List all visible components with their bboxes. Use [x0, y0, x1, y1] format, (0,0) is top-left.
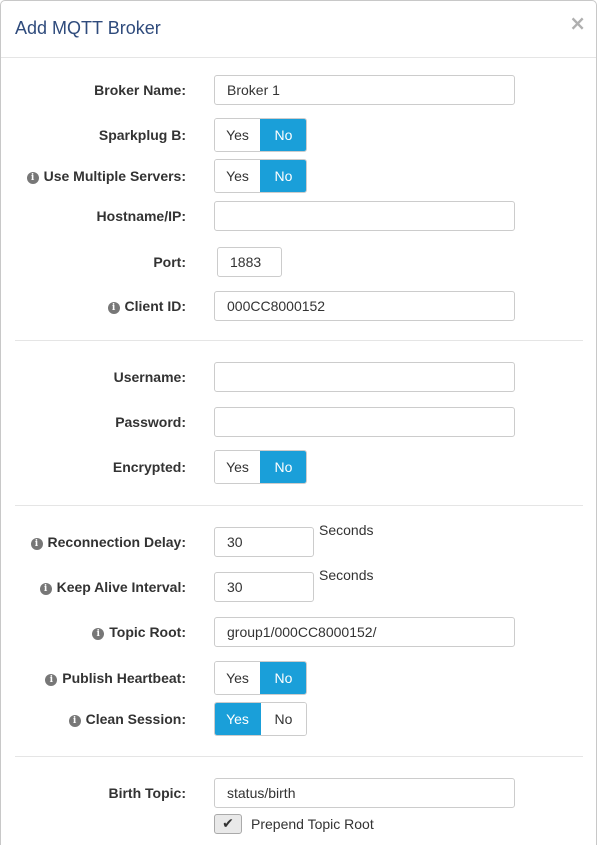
sparkplug-b-toggle	[214, 118, 307, 152]
username-row	[1, 360, 597, 394]
username-label: Username:	[113, 369, 186, 385]
clean-session-no-button[interactable]: No	[260, 703, 306, 735]
keep-alive-interval-unit: Seconds	[319, 567, 374, 583]
reconnection-delay-input[interactable]: 30	[214, 527, 314, 557]
password-row	[1, 405, 597, 439]
birth-topic-row	[1, 776, 597, 810]
password-label: Password:	[115, 414, 186, 430]
sparkplug-b-yes-button[interactable]: Yes	[215, 119, 260, 151]
clean-session-yes-button[interactable]: Yes	[215, 703, 260, 735]
clean-session-toggle	[214, 702, 307, 736]
publish-heartbeat-label-text: Publish Heartbeat:	[62, 670, 186, 686]
keep-alive-interval-label-text: Keep Alive Interval:	[56, 579, 186, 595]
keep-alive-interval-input[interactable]: 30	[214, 572, 314, 602]
port-label: Port:	[153, 254, 186, 270]
modal-header	[1, 1, 596, 58]
encrypted-no-button[interactable]: No	[260, 451, 306, 483]
birth-topic-input[interactable]: status/birth	[214, 778, 515, 808]
client-id-row	[1, 289, 597, 323]
info-icon[interactable]: i	[40, 583, 52, 595]
clean-session-label	[69, 702, 186, 736]
publish-heartbeat-yes-button[interactable]: Yes	[215, 662, 260, 694]
prepend-topic-root-checkbox[interactable]	[214, 814, 242, 834]
password-input[interactable]	[214, 407, 515, 437]
reconnection-delay-label-text: Reconnection Delay:	[47, 534, 186, 550]
use-multiple-servers-label-text: Use Multiple Servers:	[43, 168, 186, 184]
use-multiple-servers-row	[1, 159, 597, 193]
section-divider	[15, 340, 583, 341]
prepend-topic-root-label: Prepend Topic Root	[251, 816, 374, 832]
port-input[interactable]: 1883	[217, 247, 282, 277]
sparkplug-b-no-button[interactable]: No	[260, 119, 306, 151]
use-multiple-servers-label	[27, 159, 186, 193]
reconnection-delay-label	[31, 525, 186, 559]
sparkplug-b-row	[1, 118, 597, 152]
publish-heartbeat-no-button[interactable]: No	[260, 662, 306, 694]
publish-heartbeat-toggle	[214, 661, 307, 695]
topic-root-label	[92, 615, 186, 649]
hostname-row	[1, 199, 597, 233]
broker-name-row	[1, 73, 597, 107]
section-divider	[15, 756, 583, 757]
encrypted-yes-button[interactable]: Yes	[215, 451, 260, 483]
publish-heartbeat-label	[45, 661, 186, 695]
encrypted-row	[1, 450, 597, 484]
hostname-label: Hostname/IP:	[96, 208, 186, 224]
use-multiple-servers-toggle	[214, 159, 307, 193]
client-id-label	[108, 289, 186, 323]
encrypted-label: Encrypted:	[112, 459, 186, 475]
topic-root-label-text: Topic Root:	[109, 624, 186, 640]
info-icon[interactable]: i	[69, 715, 81, 727]
keep-alive-interval-row	[1, 567, 597, 604]
prepend-topic-root-row	[214, 812, 374, 836]
reconnection-delay-unit: Seconds	[319, 522, 374, 538]
broker-name-input[interactable]: Broker 1	[214, 75, 515, 105]
topic-root-row	[1, 615, 597, 649]
use-multiple-servers-yes-button[interactable]: Yes	[215, 160, 260, 192]
info-icon[interactable]: i	[27, 172, 39, 184]
clean-session-label-text: Clean Session:	[85, 711, 186, 727]
sparkplug-b-label: Sparkplug B:	[98, 127, 186, 143]
birth-topic-label: Birth Topic:	[108, 785, 186, 801]
info-icon[interactable]: i	[31, 538, 43, 550]
section-divider	[15, 505, 583, 506]
broker-name-label: Broker Name:	[94, 82, 186, 98]
info-icon[interactable]: i	[92, 628, 104, 640]
hostname-input[interactable]	[214, 201, 515, 231]
clean-session-row	[1, 702, 597, 736]
info-icon[interactable]: i	[45, 674, 57, 686]
reconnection-delay-row	[1, 522, 597, 559]
username-input[interactable]	[214, 362, 515, 392]
use-multiple-servers-no-button[interactable]: No	[260, 160, 306, 192]
checkmark-icon: ✔	[222, 816, 234, 832]
publish-heartbeat-row	[1, 661, 597, 695]
port-row	[1, 245, 597, 279]
topic-root-input[interactable]: group1/000CC8000152/	[214, 617, 515, 647]
info-icon[interactable]: i	[108, 302, 120, 314]
modal-title: Add MQTT Broker	[15, 18, 161, 38]
encrypted-toggle	[214, 450, 307, 484]
client-id-input[interactable]: 000CC8000152	[214, 291, 515, 321]
close-icon[interactable]: ×	[569, 11, 586, 35]
keep-alive-interval-label	[40, 570, 186, 604]
client-id-label-text: Client ID:	[124, 298, 186, 314]
